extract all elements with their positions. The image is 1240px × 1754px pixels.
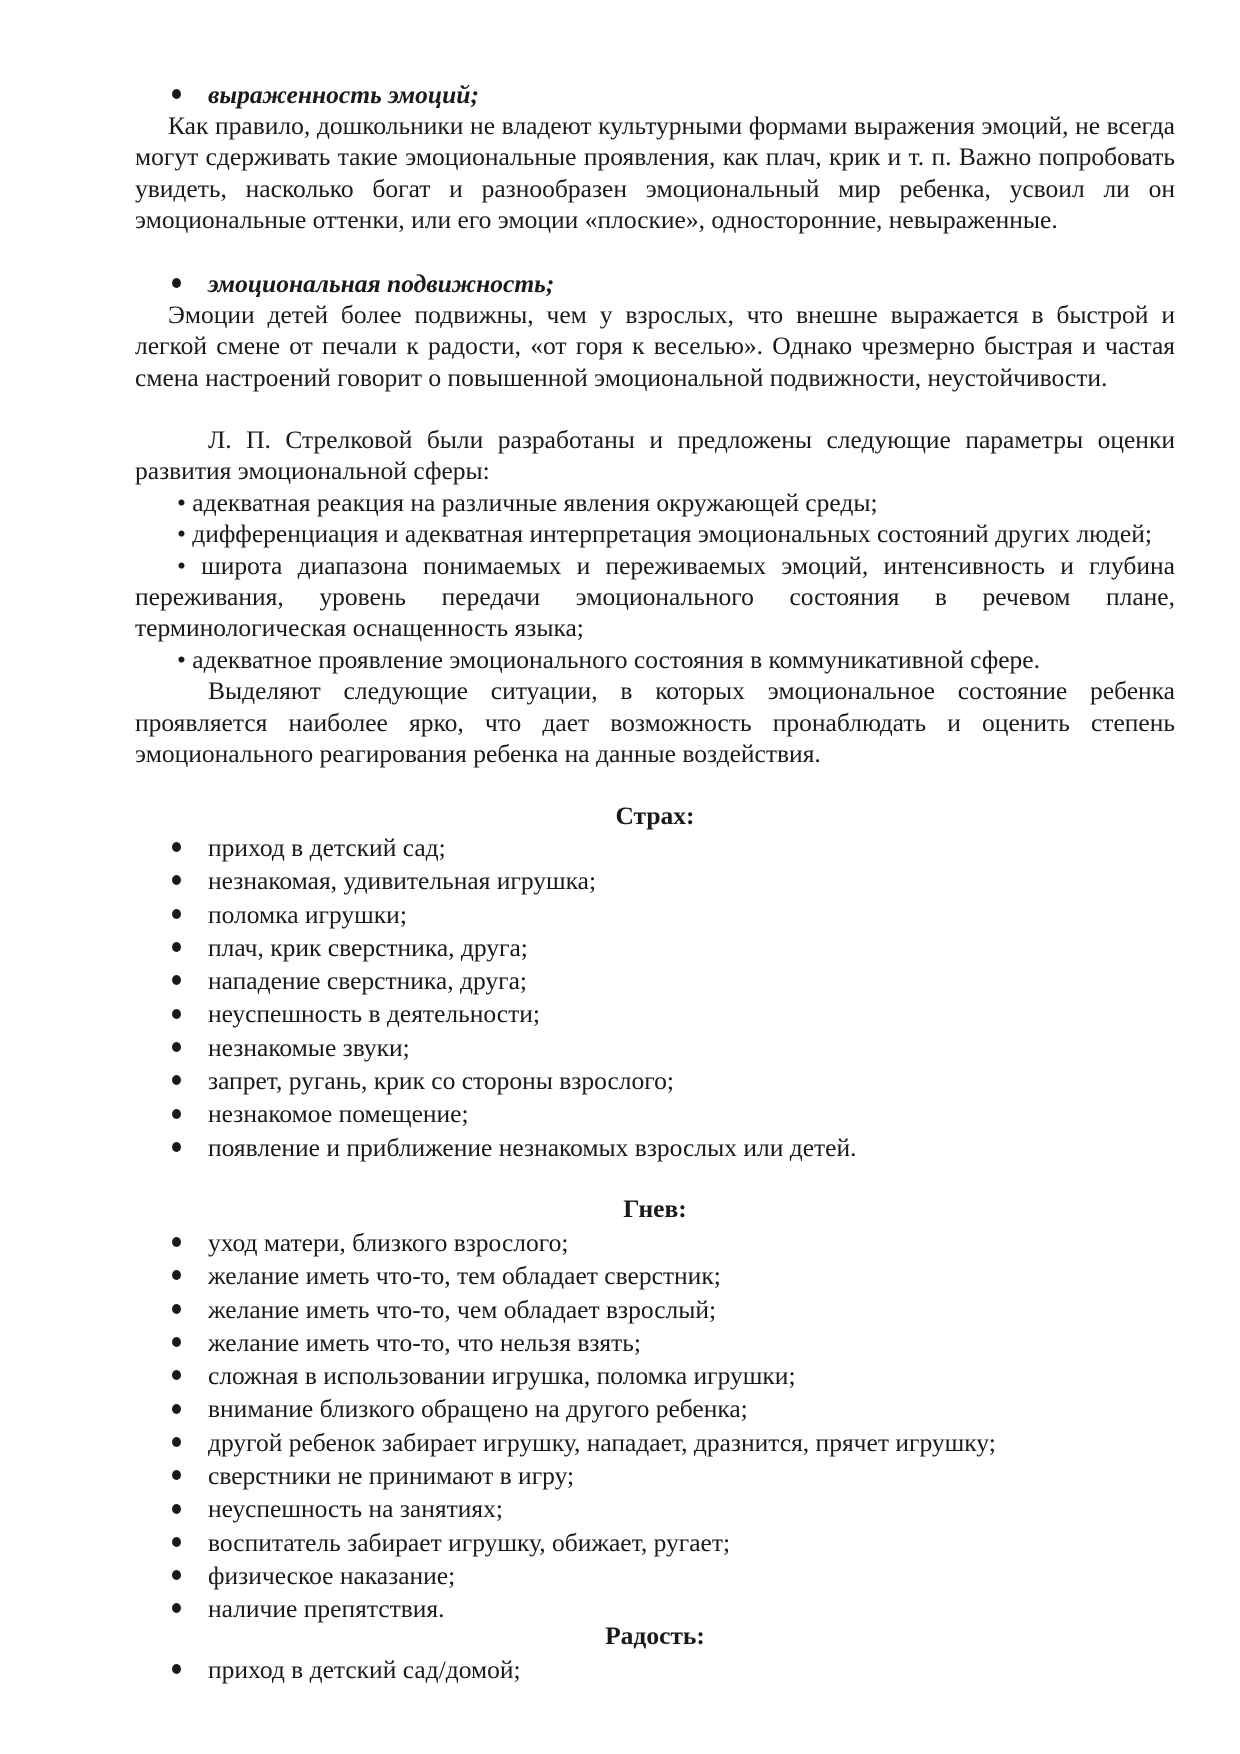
bullet-icon — [135, 880, 208, 881]
heading-fear: Страх: — [615, 801, 695, 830]
list-item-text: желание иметь что-то, тем обладает сверстник; — [208, 1261, 721, 1291]
bullet-icon — [135, 1509, 208, 1510]
list-item-text: неуспешность на занятиях; — [208, 1494, 503, 1524]
heading-anger: Гнев: — [623, 1194, 687, 1223]
paragraph: Л. П. Стрелковой были разработаны и предложены следующие параметры оценки развития эмоциональной сферы: — [135, 425, 1175, 486]
bullet-icon — [135, 1375, 208, 1376]
list-item-text: воспитатель забирает игрушку, обижает, ругает; — [208, 1527, 731, 1557]
list-item — [135, 864, 1175, 897]
bullet-icon — [135, 1114, 208, 1115]
bullet-icon — [135, 283, 208, 284]
bullet-heading: эмоциональная подвижность; — [135, 268, 1175, 299]
paragraph: Как правило, дошкольники не владеют культурными формами выражения эмоций, не всегда могут сдерживать такие эмоциональные проявления, как плач, крик и т. п. Важно попробовать увидеть, насколько богат и разнообразен эмоциональный мир ребенка, усвоил ли он эмоциональные оттенки, или его эмоции «плоские», односторонние, невыраженные. — [135, 111, 1175, 235]
paragraph: Эмоции детей более подвижны, чем у взрослых, что внешне выражается в быстрой и легкой смене от печали к радости, «от горя к веселью». Однако чрезмерно быстрая и частая смена настроений говорит о повышенной эмоциональной подвижности, неустойчивости. — [135, 300, 1175, 392]
bullet-icon — [135, 1542, 208, 1543]
list-item — [135, 1326, 1175, 1359]
list-item — [135, 1359, 1175, 1392]
list-item — [135, 1459, 1175, 1492]
parameter-item: • адекватное проявление эмоционального состояния в коммуникативной сфере. — [177, 644, 1041, 674]
list-item — [135, 1426, 1175, 1459]
list-item — [135, 898, 1175, 931]
list-item — [135, 1031, 1175, 1064]
list-item-text: незнакомые звуки; — [208, 1032, 410, 1062]
list-item-text: наличие препятствия. — [208, 1594, 445, 1624]
bullet-icon — [135, 1575, 208, 1576]
list-item — [135, 1653, 1175, 1686]
bullet-icon — [135, 847, 208, 848]
list-item — [135, 1226, 1175, 1259]
list-item-text: плач, крик сверстника, друга; — [208, 932, 528, 962]
list-item — [135, 931, 1175, 964]
strelkova-parameters — [135, 424, 1175, 769]
bullet-icon — [135, 980, 208, 981]
bullet-icon — [135, 1147, 208, 1148]
list-item-text: сверстники не принимают в игру; — [208, 1461, 575, 1491]
list-item-text: запрет, ругань, крик со стороны взрослого; — [208, 1066, 674, 1096]
list-item — [135, 964, 1175, 997]
fear-list — [135, 831, 1175, 1164]
bullet-icon — [135, 1014, 208, 1015]
bullet-icon — [135, 94, 208, 95]
list-item-text: приход в детский сад; — [208, 833, 446, 862]
list-item — [135, 1526, 1175, 1559]
list-item-text: нападение сверстника, друга; — [208, 966, 527, 996]
bullet-icon — [135, 914, 208, 915]
paragraph: Выделяют следующие ситуации, в которых эмоциональное состояние ребенка проявляется наиболее ярко, что дает возможность пронаблюдать и оценить степень эмоционального реагирования ребенка на данные воздействия. — [135, 676, 1175, 769]
bullet-icon — [135, 1275, 208, 1276]
list-item-text: другой ребенок забирает игрушку, нападает, дразнится, прячет игрушку; — [208, 1427, 996, 1457]
bullet-icon — [135, 1309, 208, 1310]
parameter-item: • дифференциация и адекватная интерпретация эмоциональных состояний других людей; — [177, 519, 1152, 549]
bullet-icon — [135, 1608, 208, 1609]
list-item-text: желание иметь что-то, чем обладает взрослый; — [208, 1294, 717, 1324]
bullet-icon — [135, 1242, 208, 1243]
parameter-item: • широта диапазона понимаемых и переживаемых эмоций, интенсивность и глубина переживания, уровень передачи эмоционального состояния в речевом плане, терминологическая оснащенность языка; — [135, 550, 1175, 643]
list-item-text: появление и приближение незнакомых взрослых или детей. — [208, 1132, 857, 1162]
parameter-item: • адекватная реакция на различные явления окружающей среды; — [177, 487, 878, 517]
list-item-text: внимание близкого обращено на другого ребенка; — [208, 1394, 748, 1424]
list-item-text: приход в детский сад/домой; — [208, 1655, 521, 1684]
list-item — [135, 997, 1175, 1030]
list-item-text: поломка игрушки; — [208, 899, 407, 929]
heading-joy: Радость: — [605, 1621, 705, 1650]
list-item — [135, 1097, 1175, 1130]
list-item-text: неуспешность в деятельности; — [208, 999, 540, 1029]
bullet-icon — [135, 1475, 208, 1476]
bullet-icon — [135, 1342, 208, 1343]
list-item — [135, 1492, 1175, 1525]
anger-list — [135, 1226, 1175, 1626]
list-item-text: физическое наказание; — [208, 1560, 456, 1590]
list-item-text: незнакомое помещение; — [208, 1099, 469, 1129]
list-item — [135, 1392, 1175, 1425]
list-item — [135, 1131, 1175, 1164]
list-item — [135, 1259, 1175, 1292]
bullet-icon — [135, 1047, 208, 1048]
joy-list — [135, 1653, 1175, 1686]
bullet-icon — [135, 1080, 208, 1081]
section-expressiveness — [135, 79, 1175, 110]
bullet-icon — [135, 1669, 208, 1670]
list-item — [135, 831, 1175, 864]
list-item-text: желание иметь что-то, что нельзя взять; — [208, 1327, 642, 1357]
bullet-icon — [135, 1409, 208, 1410]
bullet-heading: выраженность эмоций; — [135, 79, 1175, 110]
section-mobility — [135, 268, 1175, 299]
list-item — [135, 1559, 1175, 1592]
list-item-text: сложная в использовании игрушка, поломка игрушки; — [208, 1361, 796, 1391]
bullet-icon — [135, 1442, 208, 1443]
list-item-text: незнакомая, удивительная игрушка; — [208, 866, 597, 896]
list-item — [135, 1293, 1175, 1326]
list-item — [135, 1064, 1175, 1097]
list-item-text: уход матери, близкого взрослого; — [208, 1228, 569, 1257]
bullet-icon — [135, 947, 208, 948]
